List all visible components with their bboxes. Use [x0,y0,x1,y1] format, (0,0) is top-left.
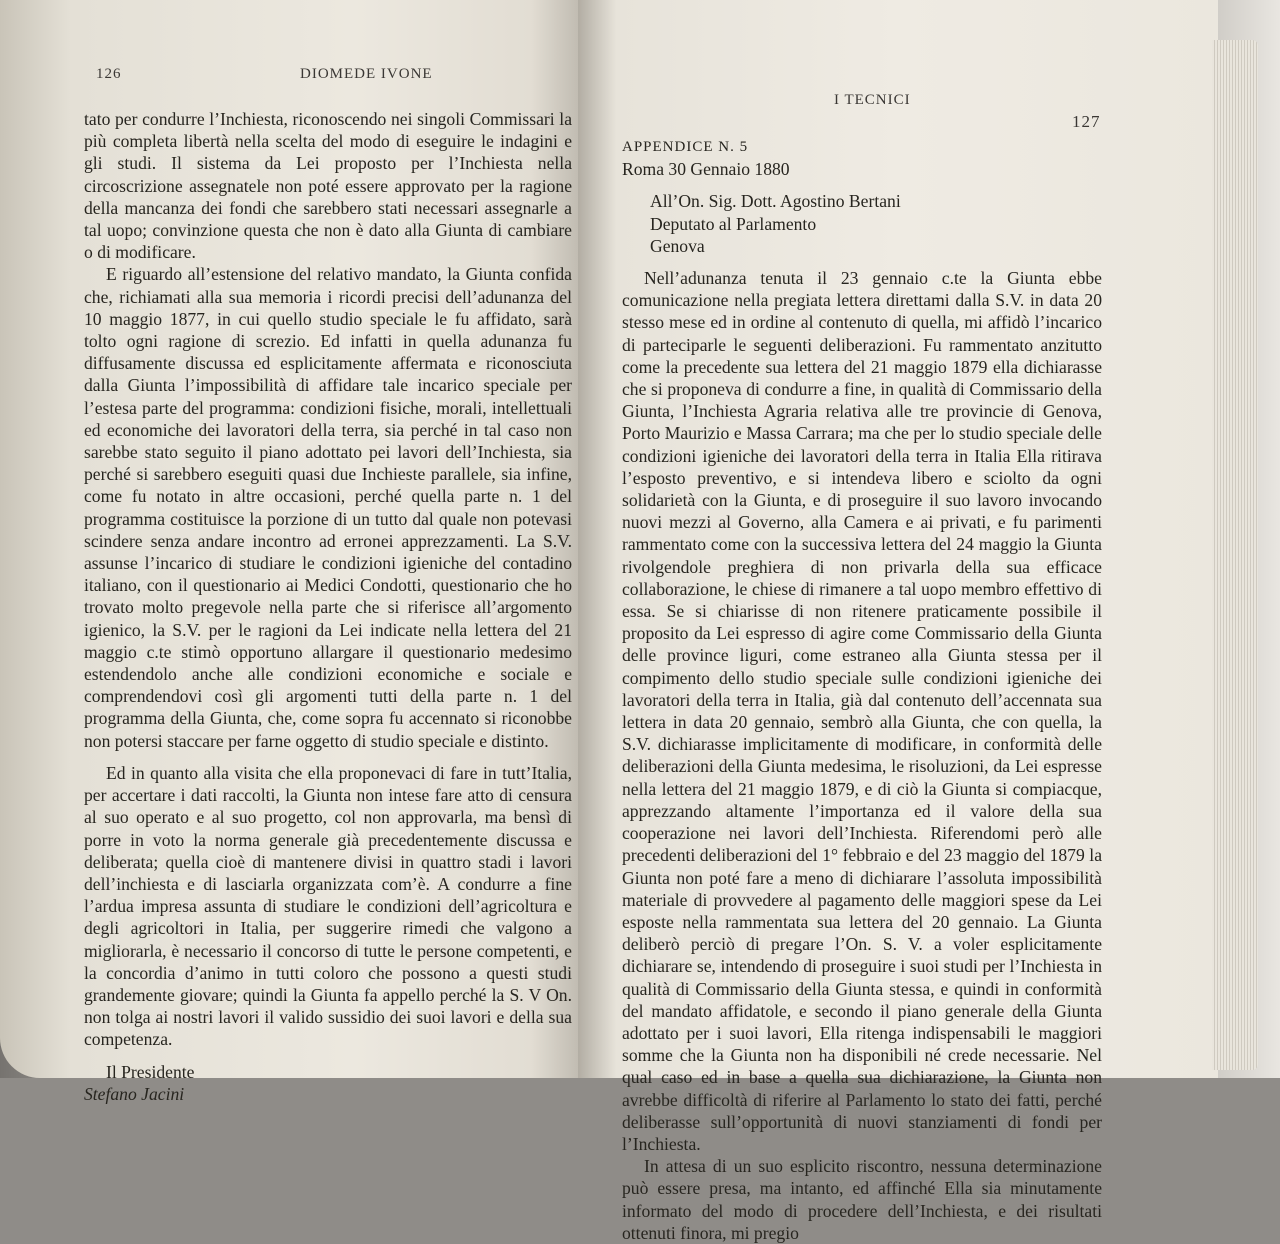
page-edges [1212,40,1258,1070]
date-line: Roma 30 Gennaio 1880 [622,159,790,180]
left-page-number: 126 [96,66,122,82]
right-paragraph-2: In attesa di un suo esplicito riscontro, nessuna determinazione può essere presa, ma intanto, ed affinché Ella sia minutamente informato del modo di procedere dell’Inchiesta, e dei risultati ottenuti finora, mi pregio [622,1156,1102,1243]
left-paragraph-3: Ed in quanto alla visita che ella proponevaci di fare in tutt’Italia, per accertare i dati raccolti, la Giunta non intese fare atto di censura al suo operato e al suo progetto, col non approvarla, ma bensì di porre in voto la norma generale già precedentemente discussa e deliberata; quella cioè di mantenere divisi in quattro stadi i lavori dell’inchiesta e di lasciarla organizzata com’è. A condurre a fine l’ardua impresa assunta di studiare le condizioni dell’agricoltura e degli agricoltori in Italia, per suggerire rimedi che valgono a migliorarla, è necessario il concorso di tutte le persone competenti, e la concordia d’animo in tutti coloro che possono a questi studi grandemente giovare; quindi la Giunta fa appello perché la S. V On. non tolga ai nostri lavori il valido sussidio dei suoi lavori e della sua competenza. [84,762,572,1050]
right-running-head: I TECNICI [834,92,911,108]
appendix-label: APPENDICE N. 5 [622,139,749,155]
address-block [622,190,1102,257]
address-line-2: Deputato al Parlamento [650,213,817,234]
left-body-text [84,108,572,1105]
signature: Stefano Jacini [84,1083,185,1104]
left-paragraph-2: E riguardo all’estensione del relativo mandato, la Giunta confida che, richiamati alla sua memoria i ricordi precisi dell’adunanza del 10 maggio 1877, in cui quello studio speciale le fu affidato, sarà tolto ogni ragione di screzio. Ed infatti in quella adunanza fu diffusamente discussa ed esplicitamente affermata e riconosciuta dalla Giunta l’impossibilità di affidare tale incarico speciale per l’estesa parte del programma: condizioni fisiche, morali, intellettuali ed economiche dei lavoratori della terra, sia perché in tal caso non sarebbe stato seguito il piano adottato pei lavori dell’Inchiesta, sia perché si sarebbero eseguiti quasi due Inchieste parallele, sia infine, come fu notato in altre occasioni, perché quella parte n. 1 del programma costituisce la porzione di un tutto dal quale non potevasi scindere senza andare incontro ad erronei apprezzamenti. La S.V. assunse l’incarico di studiare le condizioni igieniche del contadino italiano, con il questionario ai Medici Condotti, questionario che ho trovato molto pregevole nella parte che si riferisce all’argomento igienico, la S.V. per le ragioni da Lei indicate nella lettera del 21 maggio c.te stimò opportuno allargare il questionario medesimo estendendolo anche alle condizioni economiche e sociale e comprendendovi così gli argomenti tutti della parte n. 1 del programma della Giunta, che, come sopra fu accennato si riconobbe non potersi staccare per farne oggetto di studio speciale e distinto. [84,264,572,751]
right-page-number: 127 [1072,112,1101,131]
right-page [578,0,1218,1243]
address-line-3: Genova [650,235,705,256]
left-page [0,0,590,1104]
left-paragraph-1: tato per condurre l’Inchiesta, riconoscendo nei singoli Commissari la più completa libertà nella scelta del modo di eseguire le indagini e gli studi. Il sistema da Lei proposto per l’Inchiesta nella circoscrizione assegnatele non poté essere approvato per la ragione della mancanza dei fondi che sarebbero stati necessari assegnarle a tal uopo; convinzione questa che non è dato alla Giunta di cambiare o di modificare. [84,109,572,263]
address-line-1: All’On. Sig. Dott. Agostino Bertani [650,191,901,212]
left-running-head: DIOMEDE IVONE [300,66,433,82]
closing-line: Il Presidente [106,1061,195,1082]
right-paragraph-1: Nell’adunanza tenuta il 23 gennaio c.te la Giunta ebbe comunicazione nella pregiata lettera direttami dalla S.V. in data 20 stesso mese ed in ordine al contenuto di quella, mi affidò l’incarico di parteciparle le seguenti deliberazioni. Fu rammentato anzitutto come la precedente sua lettera del 21 maggio 1879 ella dichiarasse che si proponeva di condurre a fine, in qualità di Commissario della Giunta, l’Inchiesta Agraria relativa alle tre provincie di Genova, Porto Maurizio e Massa Carrara; ma che per lo studio speciale delle condizioni igieniche dei lavoratori della terra in Italia Ella ritirava l’esposto preventivo, e si intendeva libero e sciolto da ogni solidarietà con la Giunta, e di proseguire il suo lavoro invocando nuovi mezzi al Governo, alla Camera e ai privati, e fu parimenti rammentato come con la successiva lettera del 24 maggio la Giunta rivolgendole preghiera di non privarla della sua efficace collaborazione, le chiese di rimanere a tal uopo membro effettivo di essa. Se si chiarisse di non ritenere praticamente possibile il proposito da Lei espresso di agire come Commissario della Giunta delle province liguri, come estraneo alla Giunta stessa per il compimento dello studio speciale sulle condizioni igieniche dei lavoratori della terra in Italia, già dal contenuto dell’accennata sua lettera in data 20 gennaio, sembrò alla Giunta, che con quella, la S.V. dichiarasse implicitamente di modificare, in conformità delle deliberazioni della Giunta medesima, le risoluzioni, da Lei espresse nella lettera del 21 maggio 1879, e di ciò la Giunta si compiacque, apprezzando altamente l’importanza ed il valore della sua cooperazione nei lavori dell’Inchiesta. Riferendomi però alle precedenti deliberazioni del 1° febbraio e del 23 maggio del 1879 la Giunta non poté fare a meno di dichiarare l’assoluta impossibilità materiale di provvedere al pagamento delle maggiori spese da Lei esposte nella rammentata sua lettera del 20 gennaio. La Giunta deliberò perciò di pregare l’On. S. V. a voler esplicitamente dichiarare se, intendendo di proseguire i suoi studi per l’Inchiesta in qualità di Commissario della Giunta stessa, e quindi in conformità del mandato affidatole, e secondo il piano generale della Giunta adottato per i suoi lavori, Ella ritenga indispensabili le maggiori somme che la Giunta non ha disponibili né crede necessarie. Nel qual caso ed in base a quella sua dichiarazione, la Giunta non avrebbe difficoltà di riferire al Parlamento lo stato dei fatti, perché deliberasse sull’opportunità di nuovi stanziamenti di fondi per l’Inchiesta. [622,268,1102,1154]
